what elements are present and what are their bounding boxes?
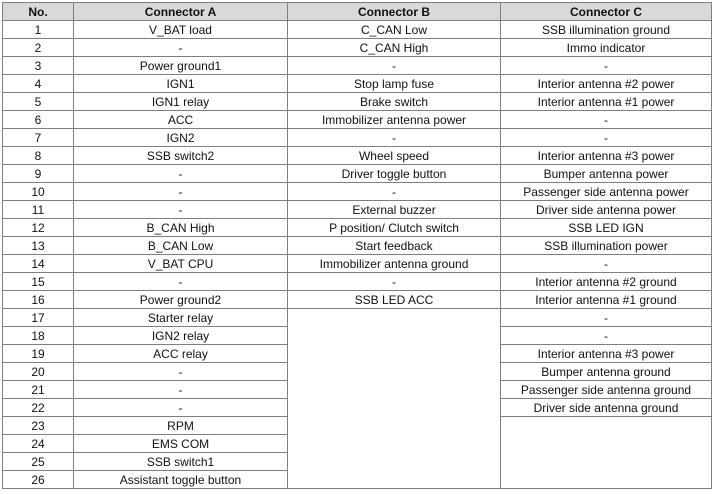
connector-a-cell: V_BAT CPU — [74, 255, 288, 273]
connector-a-cell: IGN2 — [74, 129, 288, 147]
connector-b-cell: P position/ Clutch switch — [288, 219, 501, 237]
connector-c-cell: Interior antenna #2 power — [501, 75, 712, 93]
connector-a-cell: Starter relay — [74, 309, 288, 327]
connector-a-cell: SSB switch2 — [74, 147, 288, 165]
pin-number: 4 — [3, 75, 74, 93]
connector-c-cell: - — [501, 57, 712, 75]
pin-number: 26 — [3, 471, 74, 489]
connector-a-cell: Power ground1 — [74, 57, 288, 75]
table-row — [3, 327, 712, 345]
table-row — [3, 417, 712, 435]
table-row — [3, 201, 712, 219]
connector-c-cell: Bumper antenna power — [501, 165, 712, 183]
connector-c-cell: - — [501, 111, 712, 129]
empty-cell — [288, 453, 501, 471]
connector-c-cell: Interior antenna #1 power — [501, 93, 712, 111]
table-row — [3, 57, 712, 75]
pin-number: 23 — [3, 417, 74, 435]
empty-cell — [501, 453, 712, 471]
empty-cell — [501, 471, 712, 489]
pinout-body — [3, 21, 712, 489]
pin-number: 22 — [3, 399, 74, 417]
empty-cell — [288, 345, 501, 363]
connector-c-cell: Driver side antenna power — [501, 201, 712, 219]
header-connector-c: Connector C — [501, 3, 712, 21]
pin-number: 13 — [3, 237, 74, 255]
pin-number: 3 — [3, 57, 74, 75]
connector-b-cell: Brake switch — [288, 93, 501, 111]
table-row — [3, 435, 712, 453]
connector-a-cell: Power ground2 — [74, 291, 288, 309]
empty-cell — [288, 309, 501, 327]
table-row — [3, 75, 712, 93]
connector-b-cell: - — [288, 129, 501, 147]
connector-c-cell: SSB illumination ground — [501, 21, 712, 39]
connector-a-cell: - — [74, 183, 288, 201]
connector-a-cell: - — [74, 165, 288, 183]
pin-number: 25 — [3, 453, 74, 471]
connector-c-cell: Interior antenna #3 power — [501, 345, 712, 363]
connector-a-cell: - — [74, 39, 288, 57]
table-row — [3, 39, 712, 57]
connector-a-cell: IGN2 relay — [74, 327, 288, 345]
empty-cell — [288, 381, 501, 399]
pin-number: 7 — [3, 129, 74, 147]
empty-cell — [288, 363, 501, 381]
connector-a-cell: IGN1 relay — [74, 93, 288, 111]
pin-number: 17 — [3, 309, 74, 327]
connector-a-cell: V_BAT load — [74, 21, 288, 39]
table-row — [3, 363, 712, 381]
connector-b-cell: C_CAN High — [288, 39, 501, 57]
connector-c-cell: - — [501, 309, 712, 327]
connector-c-cell: - — [501, 327, 712, 345]
connector-c-cell: SSB LED IGN — [501, 219, 712, 237]
connector-b-cell: SSB LED ACC — [288, 291, 501, 309]
table-row — [3, 453, 712, 471]
header-connector-a: Connector A — [74, 3, 288, 21]
connector-b-cell: Immobilizer antenna power — [288, 111, 501, 129]
connector-b-cell: Wheel speed — [288, 147, 501, 165]
pin-number: 11 — [3, 201, 74, 219]
pin-number: 15 — [3, 273, 74, 291]
connector-c-cell: SSB illumination power — [501, 237, 712, 255]
connector-b-cell: Start feedback — [288, 237, 501, 255]
connector-b-cell: External buzzer — [288, 201, 501, 219]
pin-number: 14 — [3, 255, 74, 273]
connector-a-cell: RPM — [74, 417, 288, 435]
pin-number: 2 — [3, 39, 74, 57]
connector-a-cell: B_CAN Low — [74, 237, 288, 255]
connector-a-cell: B_CAN High — [74, 219, 288, 237]
table-row — [3, 345, 712, 363]
connector-c-cell: Bumper antenna ground — [501, 363, 712, 381]
connector-a-cell: - — [74, 363, 288, 381]
connector-c-cell: Immo indicator — [501, 39, 712, 57]
connector-c-cell: Interior antenna #3 power — [501, 147, 712, 165]
connector-a-cell: ACC — [74, 111, 288, 129]
empty-cell — [501, 417, 712, 435]
connector-b-cell: Immobilizer antenna ground — [288, 255, 501, 273]
empty-cell — [501, 435, 712, 453]
connector-a-cell: - — [74, 201, 288, 219]
table-row — [3, 183, 712, 201]
connector-a-cell: IGN1 — [74, 75, 288, 93]
connector-c-cell: Passenger side antenna ground — [501, 381, 712, 399]
connector-a-cell: - — [74, 273, 288, 291]
pin-number: 10 — [3, 183, 74, 201]
pin-number: 6 — [3, 111, 74, 129]
header-row — [3, 3, 712, 21]
table-row — [3, 381, 712, 399]
connector-a-cell: - — [74, 381, 288, 399]
pin-number: 19 — [3, 345, 74, 363]
table-row — [3, 237, 712, 255]
connector-b-cell: Driver toggle button — [288, 165, 501, 183]
pin-number: 1 — [3, 21, 74, 39]
table-row — [3, 129, 712, 147]
table-row — [3, 219, 712, 237]
empty-cell — [288, 399, 501, 417]
table-row — [3, 147, 712, 165]
pinout-table — [2, 2, 712, 489]
pin-number: 5 — [3, 93, 74, 111]
pin-number: 24 — [3, 435, 74, 453]
pin-number: 18 — [3, 327, 74, 345]
table-row — [3, 21, 712, 39]
connector-b-cell: - — [288, 273, 501, 291]
empty-cell — [288, 417, 501, 435]
connector-c-cell: Interior antenna #2 ground — [501, 273, 712, 291]
connector-c-cell: - — [501, 129, 712, 147]
pin-number: 16 — [3, 291, 74, 309]
connector-a-cell: - — [74, 399, 288, 417]
table-row — [3, 255, 712, 273]
table-row — [3, 471, 712, 489]
table-row — [3, 93, 712, 111]
empty-cell — [288, 327, 501, 345]
table-row — [3, 399, 712, 417]
connector-b-cell: - — [288, 57, 501, 75]
pin-number: 9 — [3, 165, 74, 183]
header-no: No. — [3, 3, 74, 21]
pin-number: 20 — [3, 363, 74, 381]
empty-cell — [288, 435, 501, 453]
table-row — [3, 111, 712, 129]
connector-a-cell: ACC relay — [74, 345, 288, 363]
pin-number: 21 — [3, 381, 74, 399]
connector-c-cell: - — [501, 255, 712, 273]
connector-a-cell: EMS COM — [74, 435, 288, 453]
table-row — [3, 273, 712, 291]
pin-number: 8 — [3, 147, 74, 165]
pin-number: 12 — [3, 219, 74, 237]
connector-b-cell: - — [288, 183, 501, 201]
table-row — [3, 165, 712, 183]
empty-cell — [288, 471, 501, 489]
table-row — [3, 309, 712, 327]
table-row — [3, 291, 712, 309]
connector-c-cell: Interior antenna #1 ground — [501, 291, 712, 309]
connector-c-cell: Passenger side antenna power — [501, 183, 712, 201]
connector-a-cell: SSB switch1 — [74, 453, 288, 471]
connector-c-cell: Driver side antenna ground — [501, 399, 712, 417]
header-connector-b: Connector B — [288, 3, 501, 21]
connector-a-cell: Assistant toggle button — [74, 471, 288, 489]
connector-b-cell: C_CAN Low — [288, 21, 501, 39]
connector-b-cell: Stop lamp fuse — [288, 75, 501, 93]
